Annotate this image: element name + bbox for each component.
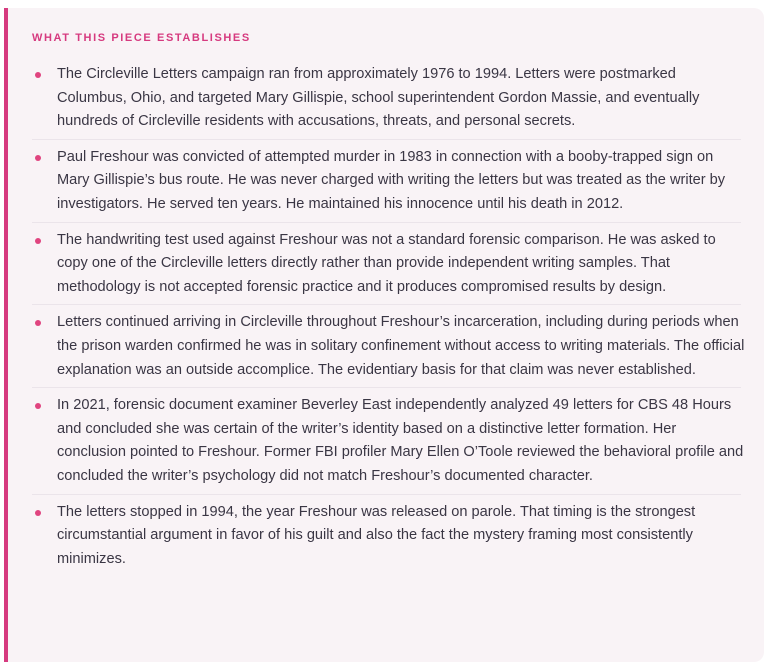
list-item <box>32 229 741 306</box>
bullet-dot-icon <box>35 72 41 78</box>
list-item <box>32 63 741 140</box>
list-item <box>32 311 745 388</box>
bullet-dot-icon <box>35 155 41 161</box>
list-item-text: The Circleville Letters campaign ran from approximately 1976 to 1994. Letters were postmarked Columbus, Ohio, and targeted Mary Gillispie, school superintendent Gordon Massie, and eventually hundreds of Circleville residents with accusations, threats, and personal secrets. <box>57 66 700 130</box>
bullet-dot-icon <box>35 238 41 244</box>
findings-list <box>32 63 745 576</box>
list-item <box>32 501 741 577</box>
list-item-text: The handwriting test used against Freshour was not a standard forensic comparison. He was asked to copy one of the Circleville letters directly rather than provide independent writing samples. That methodology is not accepted forensic practice and it produces compromised results by design. <box>57 231 716 295</box>
establishes-panel <box>4 8 764 662</box>
list-item-text: The letters stopped in 1994, the year Freshour was released on parole. That timing is the strongest circumstantial argument in favor of his guilt and also the fact the mystery framing most consistently minimizes. <box>57 503 696 567</box>
panel-title: WHAT THIS PIECE ESTABLISHES <box>32 32 251 44</box>
list-item <box>32 394 744 494</box>
list-item-text: Letters continued arriving in Circleville throughout Freshour’s incarceration, including during periods when the prison warden confirmed he was in solitary confinement without access to writing materials. The official explanation was an outside accomplice. The evidentiary basis for that claim was never established. <box>57 314 745 378</box>
bullet-dot-icon <box>35 403 41 409</box>
list-item-text: Paul Freshour was convicted of attempted murder in 1983 in connection with a booby-trapped sign on Mary Gillispie’s bus route. He was never charged with writing the letters but was treated as the writer by investigators. He served ten years. He maintained his innocence until his death in 2012. <box>57 148 726 212</box>
list-item-text: In 2021, forensic document examiner Beverley East independently analyzed 49 letters for CBS 48 Hours and concluded she was certain of the writer’s identity based on a distinctive letter formation. Her conclusion pointed to Freshour. Former FBI profiler Mary Ellen O’Toole reviewed the behavioral profile and concluded the writer’s psychology did not match Freshour’s documented character. <box>57 397 744 484</box>
list-item <box>32 146 741 223</box>
bullet-dot-icon <box>35 510 41 516</box>
bullet-dot-icon <box>35 320 41 326</box>
